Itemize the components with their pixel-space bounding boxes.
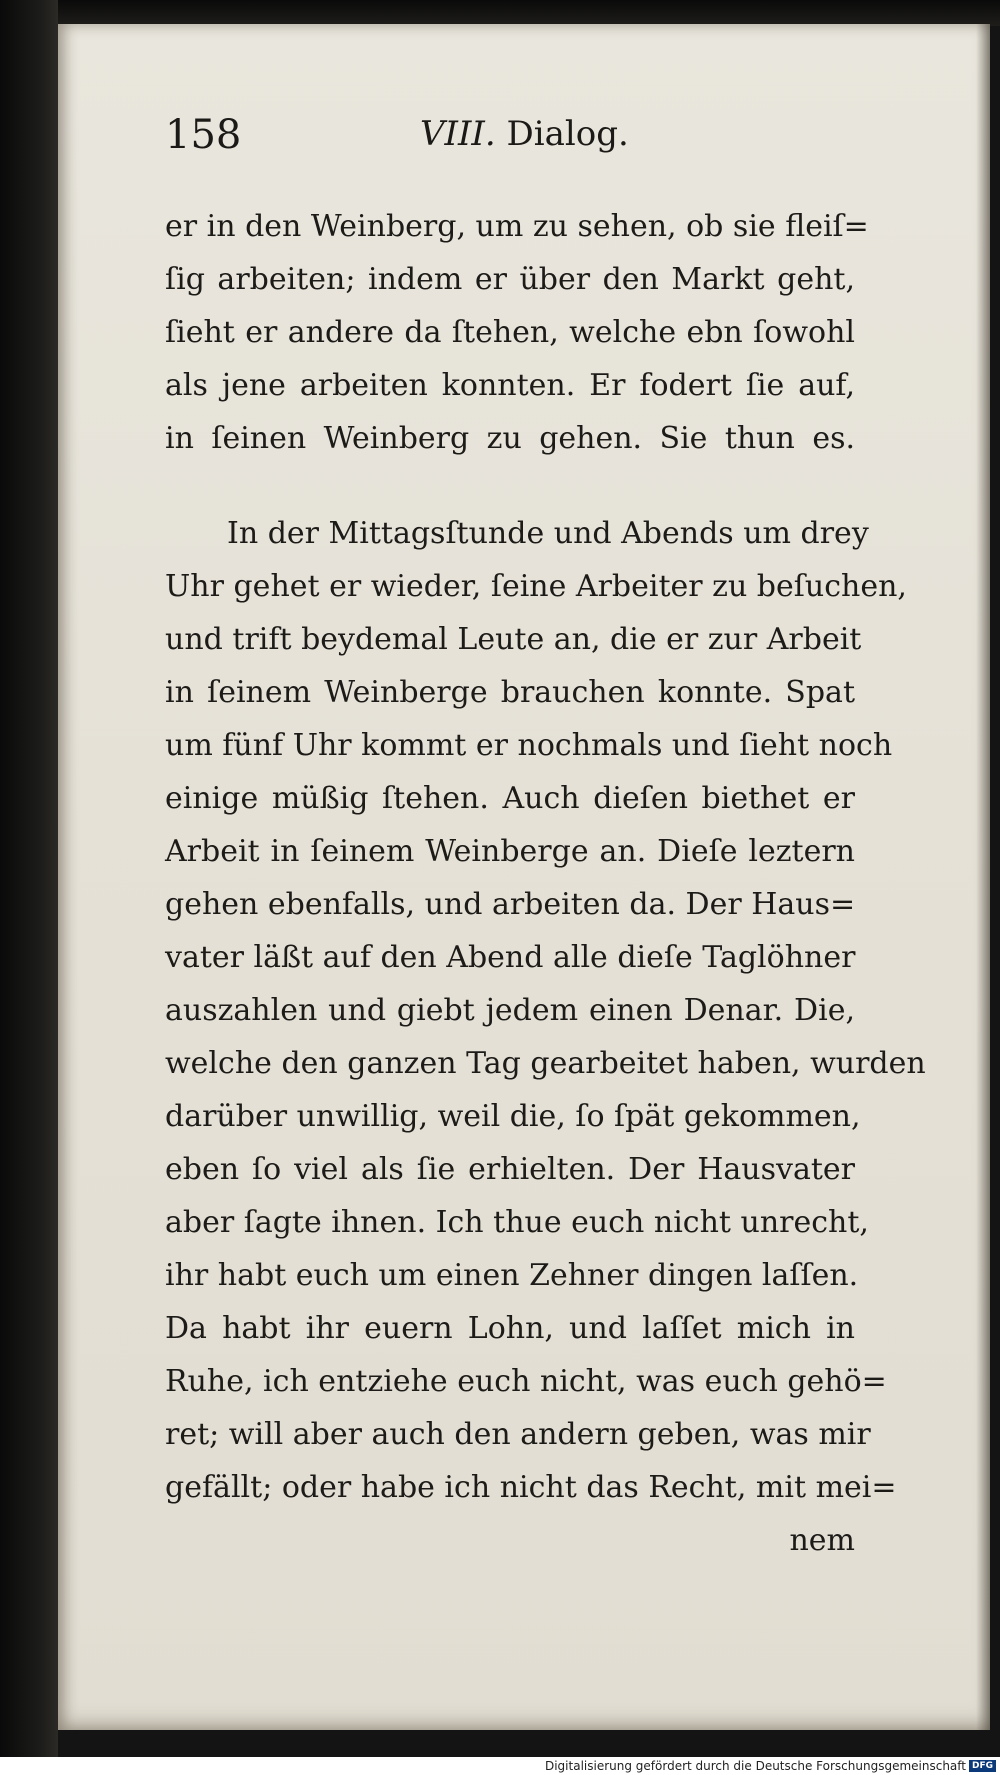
catchword: nem bbox=[789, 1523, 855, 1558]
text-line: als jene arbeiten konnten. Er fodert ſie auf, bbox=[165, 368, 855, 403]
scan-background-top bbox=[0, 0, 1000, 26]
text-line: gefällt; oder habe ich nicht das Recht, mit mei= bbox=[165, 1470, 897, 1505]
text-line: aber ſagte ihnen. Ich thue euch nicht unrecht, bbox=[165, 1205, 869, 1240]
text-line: in ſeinem Weinberge brauchen konnte. Spat bbox=[165, 675, 855, 710]
scan-background-left bbox=[0, 0, 58, 1775]
text-line: in ſeinen Weinberg zu gehen. Sie thun es. bbox=[165, 421, 855, 456]
text-line: er in den Weinberg, um zu sehen, ob sie fleiſ= bbox=[165, 209, 869, 244]
text-line: Da habt ihr euern Lohn, und laſſet mich in bbox=[165, 1311, 855, 1346]
text-line: auszahlen und giebt jedem einen Denar. Die, bbox=[165, 993, 855, 1028]
text-line: Ruhe, ich entziehe euch nicht, was euch gehö= bbox=[165, 1364, 887, 1399]
text-line: Uhr gehet er wieder, ſeine Arbeiter zu beſuchen, bbox=[165, 569, 907, 604]
funding-notice: Digitalisierung gefördert durch die Deutsche Forschungsgemeinschaft bbox=[544, 1759, 966, 1773]
page-number: 158 bbox=[165, 112, 242, 158]
chapter-heading bbox=[420, 114, 629, 154]
text-line: um fünf Uhr kommt er nochmals und ſieht noch bbox=[165, 728, 893, 763]
chapter-title: Dialog. bbox=[506, 114, 629, 154]
paragraph-2 bbox=[165, 507, 926, 1514]
text-line: ihr habt euch um einen Zehner dingen laſſen. bbox=[165, 1258, 859, 1293]
chapter-roman-numeral: VIII. bbox=[420, 114, 496, 154]
text-line: einige müßig ſtehen. Auch dieſen biethet er bbox=[165, 781, 855, 816]
text-line: darüber unwillig, weil die, ſo ſpät gekommen, bbox=[165, 1099, 861, 1134]
text-line: welche den ganzen Tag gearbeitet haben, wurden bbox=[165, 1046, 926, 1081]
running-head bbox=[165, 112, 725, 172]
text-line: gehen ebenfalls, und arbeiten da. Der Haus= bbox=[165, 887, 856, 922]
text-line: vater läßt auf den Abend alle dieſe Taglöhner bbox=[165, 940, 856, 975]
digitization-footer bbox=[0, 1757, 1000, 1775]
text-line: Arbeit in ſeinem Weinberge an. Dieſe leztern bbox=[165, 834, 855, 869]
text-line: ſig arbeiten; indem er über den Markt geht, bbox=[165, 262, 855, 297]
page-gutter-shadow bbox=[976, 24, 990, 1730]
text-line: In der Mittagsſtunde und Abends um drey bbox=[227, 516, 869, 551]
dfg-logo: DFG bbox=[969, 1760, 996, 1772]
paragraph-1 bbox=[165, 200, 869, 465]
text-line: ſieht er andere da ſtehen, welche ebn ſowohl bbox=[165, 315, 855, 350]
body-text bbox=[165, 200, 926, 1567]
text-line: eben ſo viel als ſie erhielten. Der Hausvater bbox=[165, 1152, 855, 1187]
text-line: und trift beydemal Leute an, die er zur Arbeit bbox=[165, 622, 862, 657]
text-line: ret; will aber auch den andern geben, was mir bbox=[165, 1417, 871, 1452]
